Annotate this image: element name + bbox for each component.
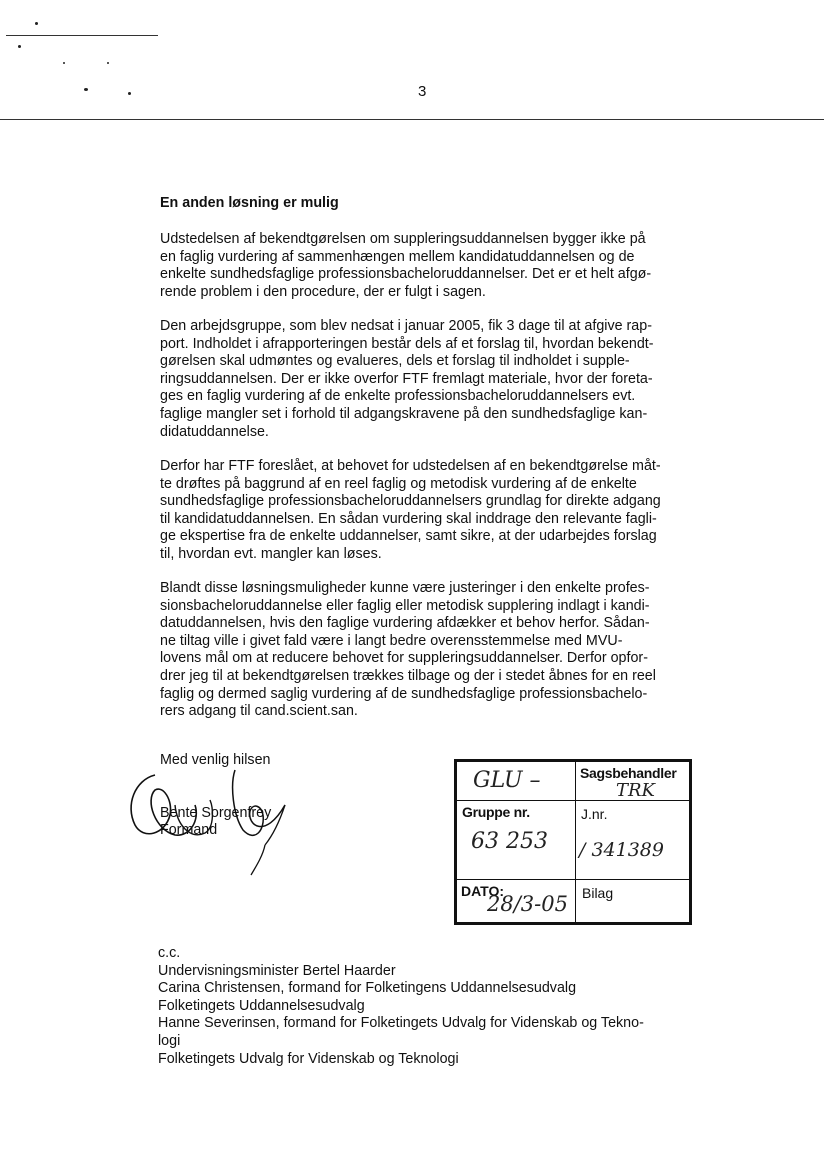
cc-recipient: Hanne Severinsen, formand for Folketingets Udvalg for Videnskab og Tekno- [158,1015,644,1032]
attachment-label: Bilag [582,885,614,901]
text-line: Udstedelsen af bekendtgørelsen om suppleringsuddannelsen bygger ikke på [160,231,646,247]
text-line: rende problem i den procedure, der er fulgt i sagen. [160,283,486,300]
text-line: til kandidatuddannelsen. En sådan vurdering skal inddrage den relevante fagli- [160,510,657,527]
text-line: Derfor har FTF foreslået, at behovet for udstedelsen af en bekendtgørelse måt- [160,458,661,474]
stamp-caseworker-cell [575,761,690,801]
scan-speck [107,62,109,64]
stamp-date-cell [456,879,576,923]
handwritten-signature [115,745,305,880]
scan-speck [84,88,88,91]
journal-stamp [454,759,692,925]
text-line: ne tiltag ville i givet fald være i langt bedre overensstemmelse med MVU- [160,632,623,649]
page-number: 3 [418,83,427,100]
group-handwritten: 63 253 [471,829,548,854]
text-line: Blandt disse løsningsmuligheder kunne være justeringer i den enkelte profes- [160,580,650,596]
paragraph-1 [160,231,700,301]
cc-label: c.c. [158,945,181,961]
stamp-group-cell [456,800,576,880]
text-line: Den arbejdsgruppe, som blev nedsat i januar 2005, fik 3 dage til at afgive rap- [160,318,652,334]
text-line: en faglig vurdering af sammenhængen mellem kandidatuddannelsen og de [160,248,635,265]
text-line: sionsbacheloruddannelse eller faglig eller metodisk supplering indlagt i kandi- [160,597,650,614]
text-line: drer jeg til at bekendtgørelsen trækkes tilbage og der i stedet åbnes for en reel [160,667,656,684]
text-line: ge ekspertise fra de enkelte uddannelser, samt sikre, at der udarbejdes forslag [160,528,657,545]
paragraph-4 [160,580,700,721]
text-line: gørelsen skal udmøntes og evalueres, dels et forslag til indholdet i supple- [160,353,630,370]
cc-recipient: Folketingets Udvalg for Videnskab og Teknologi [158,1050,459,1067]
closing-line: Med venlig hilsen [160,752,271,768]
cc-recipient: Folketingets Uddannelsesudvalg [158,997,365,1014]
cc-recipient: Undervisningsminister Bertel Haarder [158,962,396,979]
text-line: port. Indholdet i afrapporteringen består dels af et forslag til, hvordan bekendt- [160,335,654,352]
paragraph-3 [160,458,700,564]
text-line: didatuddannelse. [160,423,269,440]
stamp-journal-cell [575,800,690,880]
caseworker-handwritten: TRK [616,780,656,801]
text-line: sundhedsfaglige professionsbacheloruddannelsers grundlag for direkte adgang [160,493,661,510]
cc-recipient: Carina Christensen, formand for Folketingens Uddannelsesudvalg [158,980,577,997]
signer-name: Bente Sorgenfrey [160,804,272,821]
header-rule [0,119,824,120]
text-line: ringsuddannelsen. Der er ikke overfor FTF fremlagt materiale, hvor der foreta- [160,370,653,387]
text-line: faglige mangler set i forhold til adgangskravene på den sundhedsfaglige kan- [160,405,648,422]
journal-label: J.nr. [581,806,608,822]
cc-recipient: logi [158,1032,181,1049]
scan-speck [128,92,131,95]
text-line: enkelte sundhedsfaglige professionsbacheloruddannelser. Det er et helt afgø- [160,266,652,283]
text-line: datuddannelsen, hvis den faglige vurdering afdækker et behov herfor. Sådan- [160,615,650,632]
date-handwritten: 28/3-05 [487,892,568,916]
section-heading: En anden løsning er mulig [160,195,339,211]
group-label: Gruppe nr. [462,804,530,820]
text-line: ges en faglig vurdering af de enkelte professionsbacheloruddannelsers evt. [160,388,636,405]
cc-block [158,945,718,1068]
journal-handwritten: / 341389 [579,839,664,861]
stamp-attachment-cell [575,879,690,923]
text-line: til, hvordan evt. mangler kan løses. [160,545,382,562]
top-left-rule [6,35,158,36]
scan-speck [35,22,38,25]
office-handwritten: GLU – [473,768,541,793]
text-line: faglig og dermed saglig vurdering af de sundhedsfaglige professionsbachelo- [160,685,648,702]
stamp-office-cell [456,761,576,801]
date-label: DATO: [461,883,505,899]
text-line: lovens mål om at reducere behovet for suppleringsuddannelser. Derfor opfor- [160,650,648,667]
paragraph-2 [160,318,700,441]
signer-title: Formand [160,822,218,839]
caseworker-label: Sagsbehandler [580,765,677,781]
text-line: rers adgang til cand.scient.san. [160,703,358,720]
scan-speck [63,62,65,64]
scan-speck [18,45,21,48]
text-line: te drøftes på baggrund af en reel faglig og metodisk vurdering af de enkelte [160,475,637,492]
